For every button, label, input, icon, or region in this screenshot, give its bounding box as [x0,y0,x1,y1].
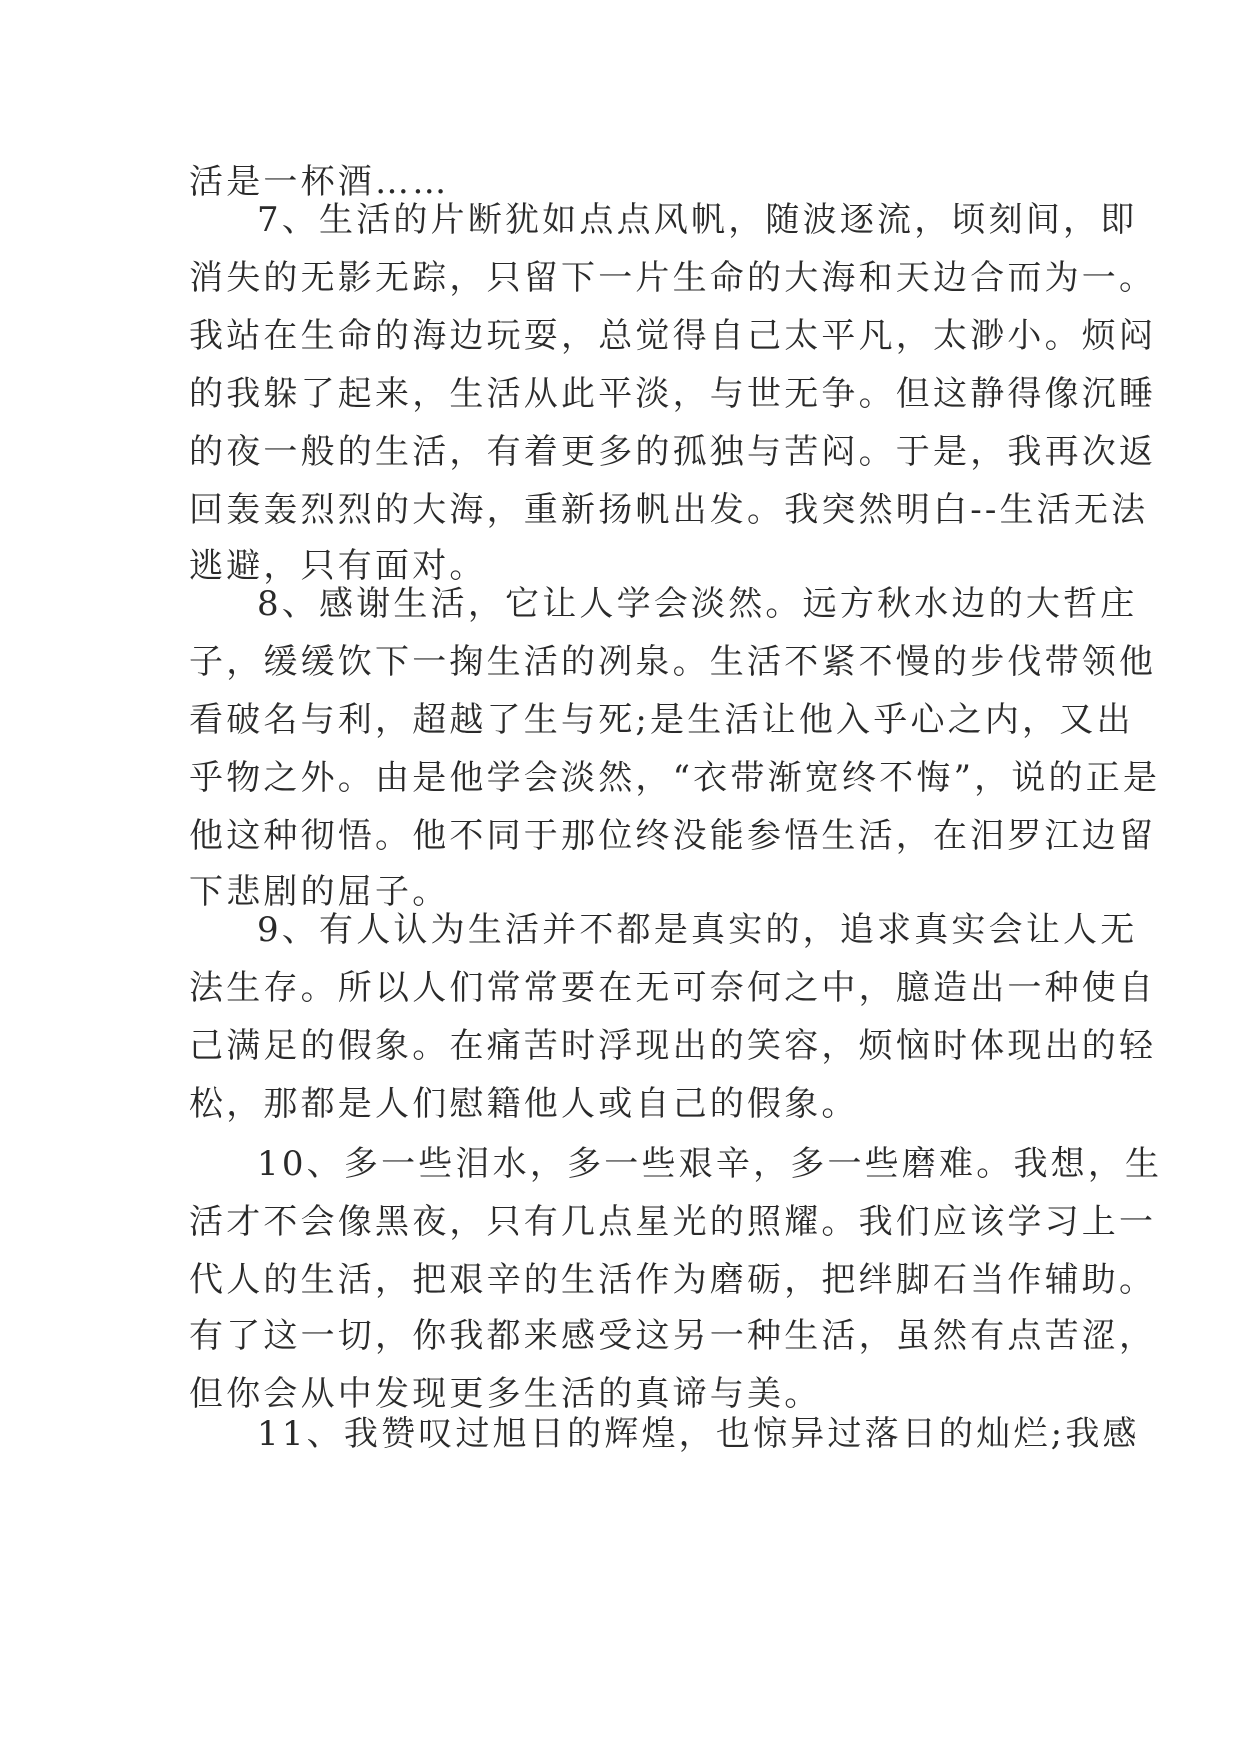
text-line: 活是一杯酒…… [189,162,450,202]
text-line: 的夜一般的生活，有着更多的孤独与苦闷。于是，我再次返 [189,432,1157,472]
text-line: 己满足的假象。在痛苦时浮现出的笑容，烦恼时体现出的轻 [189,1026,1157,1066]
paragraph-10-start: 10、多一些泪水，多一些艰辛，多一些磨难。我想，生 [257,1144,1163,1184]
text-line: 子，缓缓饮下一掬生活的冽泉。生活不紧不慢的步伐带领他 [189,642,1157,682]
paragraph-7-start: 7、生活的片断犹如点点风帆，随波逐流，顷刻间，即 [257,200,1138,240]
text-line: 活才不会像黑夜，只有几点星光的照耀。我们应该学习上一 [189,1202,1157,1242]
paragraph-11-start: 11、我赞叹过旭日的辉煌，也惊异过落日的灿烂;我感 [257,1414,1140,1454]
text-line: 的我躲了起来，生活从此平淡，与世无争。但这静得像沉睡 [189,374,1157,414]
text-line: 回轰轰烈烈的大海，重新扬帆出发。我突然明白--生活无法 [189,490,1149,530]
text-line: 下悲剧的屈子。 [189,872,450,912]
text-line: 但你会从中发现更多生活的真谛与美。 [189,1374,822,1414]
text-line: 有了这一切，你我都来感受这另一种生活，虽然有点苦涩， [189,1316,1157,1356]
text-line: 消失的无影无踪，只留下一片生命的大海和天边合而为一。 [189,258,1157,298]
text-line: 乎物之外。由是他学会淡然，“衣带渐宽终不悔”，说的正是 [189,758,1161,798]
text-line: 代人的生活，把艰辛的生活作为磨砺，把绊脚石当作辅助。 [189,1260,1157,1300]
text-line: 看破名与利，超越了生与死;是生活让他入乎心之内，又出 [189,700,1134,740]
text-line: 逃避，只有面对。 [189,546,487,586]
paragraph-8-start: 8、感谢生活，它让人学会淡然。远方秋水边的大哲庄 [257,584,1138,624]
paragraph-9-start: 9、有人认为生活并不都是真实的，追求真实会让人无 [257,910,1138,950]
text-line: 松，那都是人们慰籍他人或自己的假象。 [189,1084,859,1124]
text-line: 我站在生命的海边玩耍，总觉得自己太平凡，太渺小。烦闷 [189,316,1157,356]
text-line: 法生存。所以人们常常要在无可奈何之中，臆造出一种使自 [189,968,1157,1008]
text-line: 他这种彻悟。他不同于那位终没能参悟生活，在汨罗江边留 [189,816,1157,856]
